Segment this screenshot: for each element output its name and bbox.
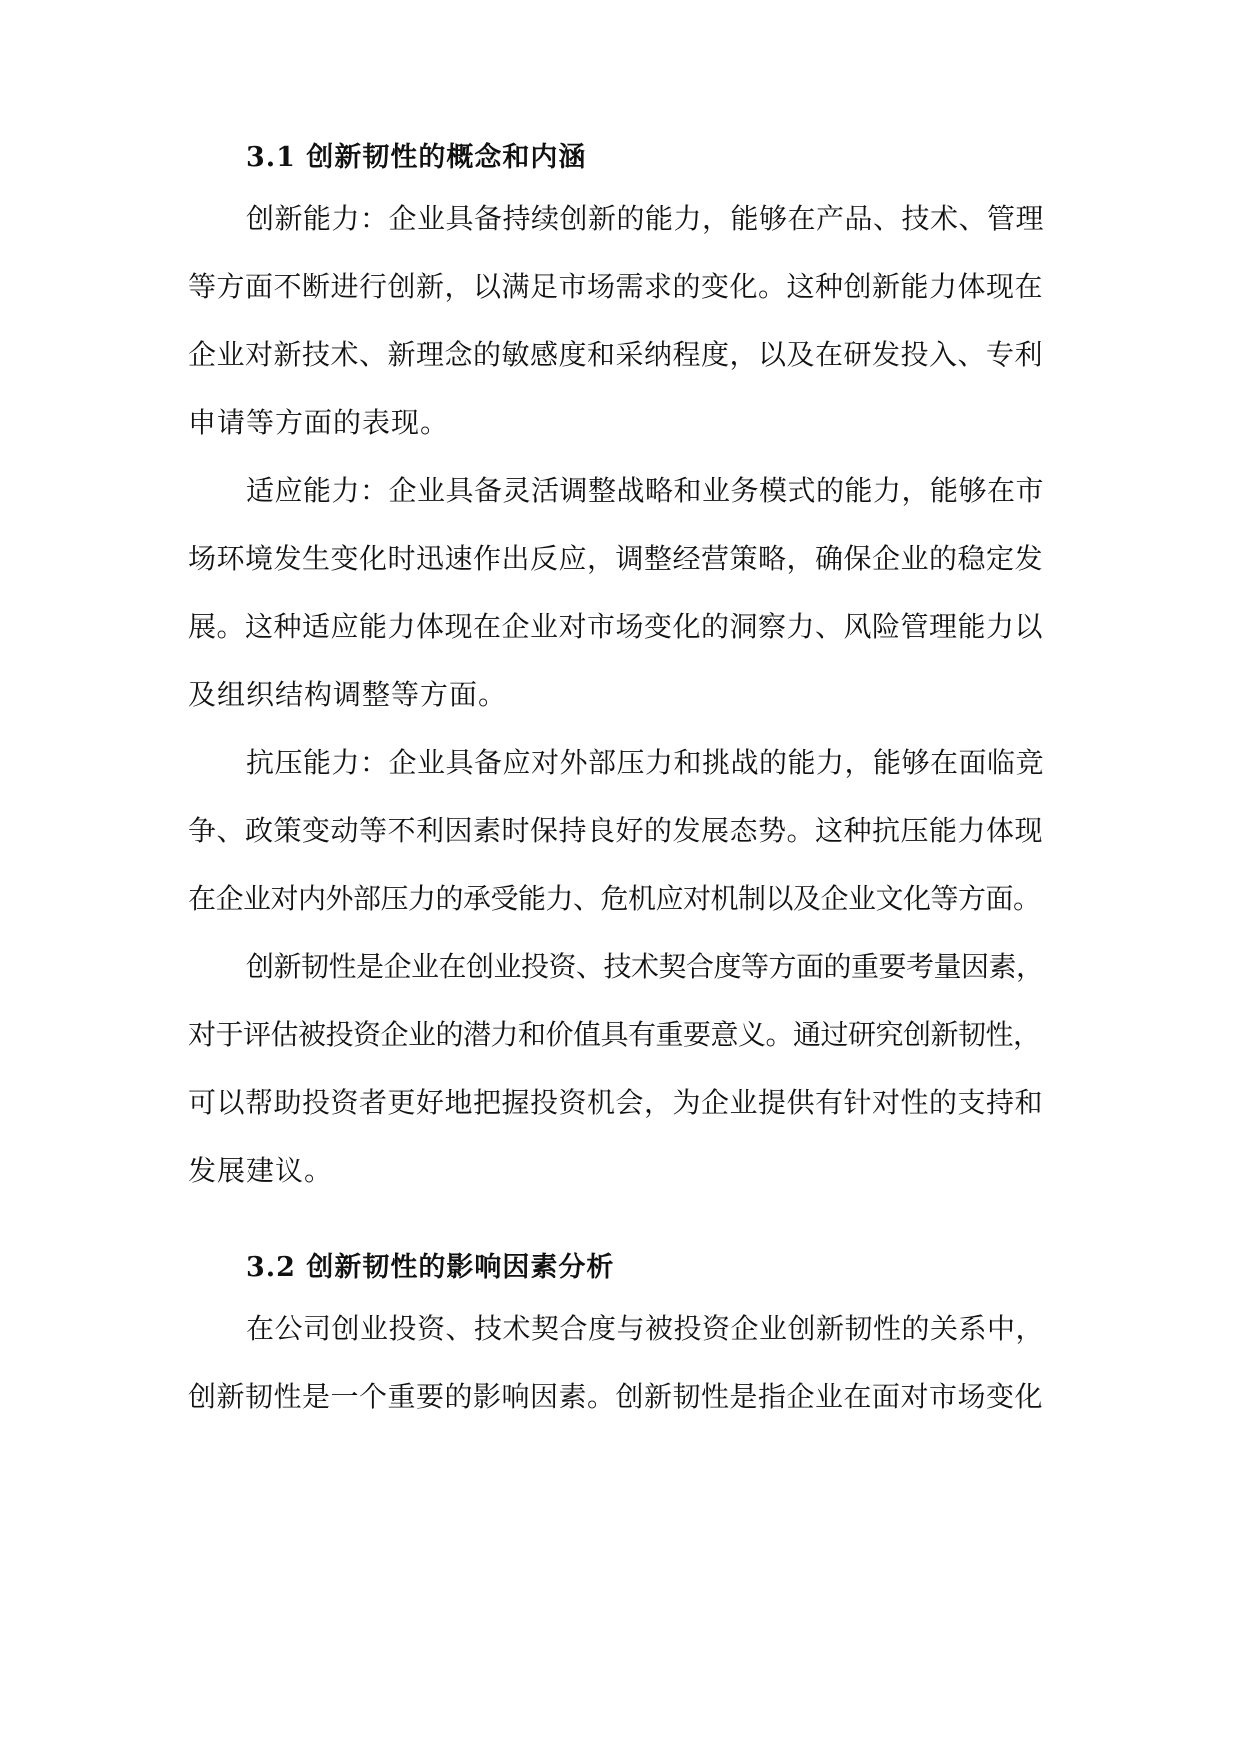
- paragraph-line: 企业对新技术、新理念的敏感度和采纳程度，以及在研发投入、专利: [188, 338, 1044, 371]
- paragraph-line: 可以帮助投资者更好地把握投资机会，为企业提供有针对性的支持和: [188, 1086, 1044, 1119]
- paragraph-line: 适应能力：企业具备灵活调整战略和业务模式的能力，能够在市: [246, 474, 1045, 507]
- paragraph-line: 场环境发生变化时迅速作出反应，调整经营策略，确保企业的稳定发: [188, 542, 1044, 575]
- paragraph-line: 发展建议。: [188, 1154, 334, 1187]
- paragraph-line: 对于评估被投资企业的潜力和价值具有重要意义。通过研究创新韧性，: [188, 1018, 1041, 1051]
- paragraph-line: 展。这种适应能力体现在企业对市场变化的洞察力、风险管理能力以: [188, 610, 1044, 643]
- paragraph-line: 及组织结构调整等方面。: [188, 678, 508, 711]
- paragraph-line: 申请等方面的表现。: [188, 406, 450, 439]
- paragraph-line: 在企业对内外部压力的承受能力、危机应对机制以及企业文化等方面。: [188, 882, 1041, 915]
- paragraph-line: 创新韧性是一个重要的影响因素。创新韧性是指企业在面对市场变化: [188, 1380, 1044, 1413]
- paragraph-line: 创新能力：企业具备持续创新的能力，能够在产品、技术、管理: [246, 202, 1045, 235]
- paragraph-line: 在公司创业投资、技术契合度与被投资企业创新韧性的关系中，: [246, 1312, 1045, 1345]
- paragraph-line: 等方面不断进行创新，以满足市场需求的变化。这种创新能力体现在: [188, 270, 1044, 303]
- paragraph-line: 创新韧性是企业在创业投资、技术契合度等方面的重要考量因素，: [246, 950, 1044, 983]
- section-heading-3-2: 3.2 创新韧性的影响因素分析: [246, 1252, 615, 1283]
- paragraph-line: 争、政策变动等不利因素时保持良好的发展态势。这种抗压能力体现: [188, 814, 1044, 847]
- paragraph-line: 抗压能力：企业具备应对外部压力和挑战的能力，能够在面临竞: [246, 746, 1045, 779]
- section-heading-3-1: 3.1 创新韧性的概念和内涵: [246, 142, 587, 173]
